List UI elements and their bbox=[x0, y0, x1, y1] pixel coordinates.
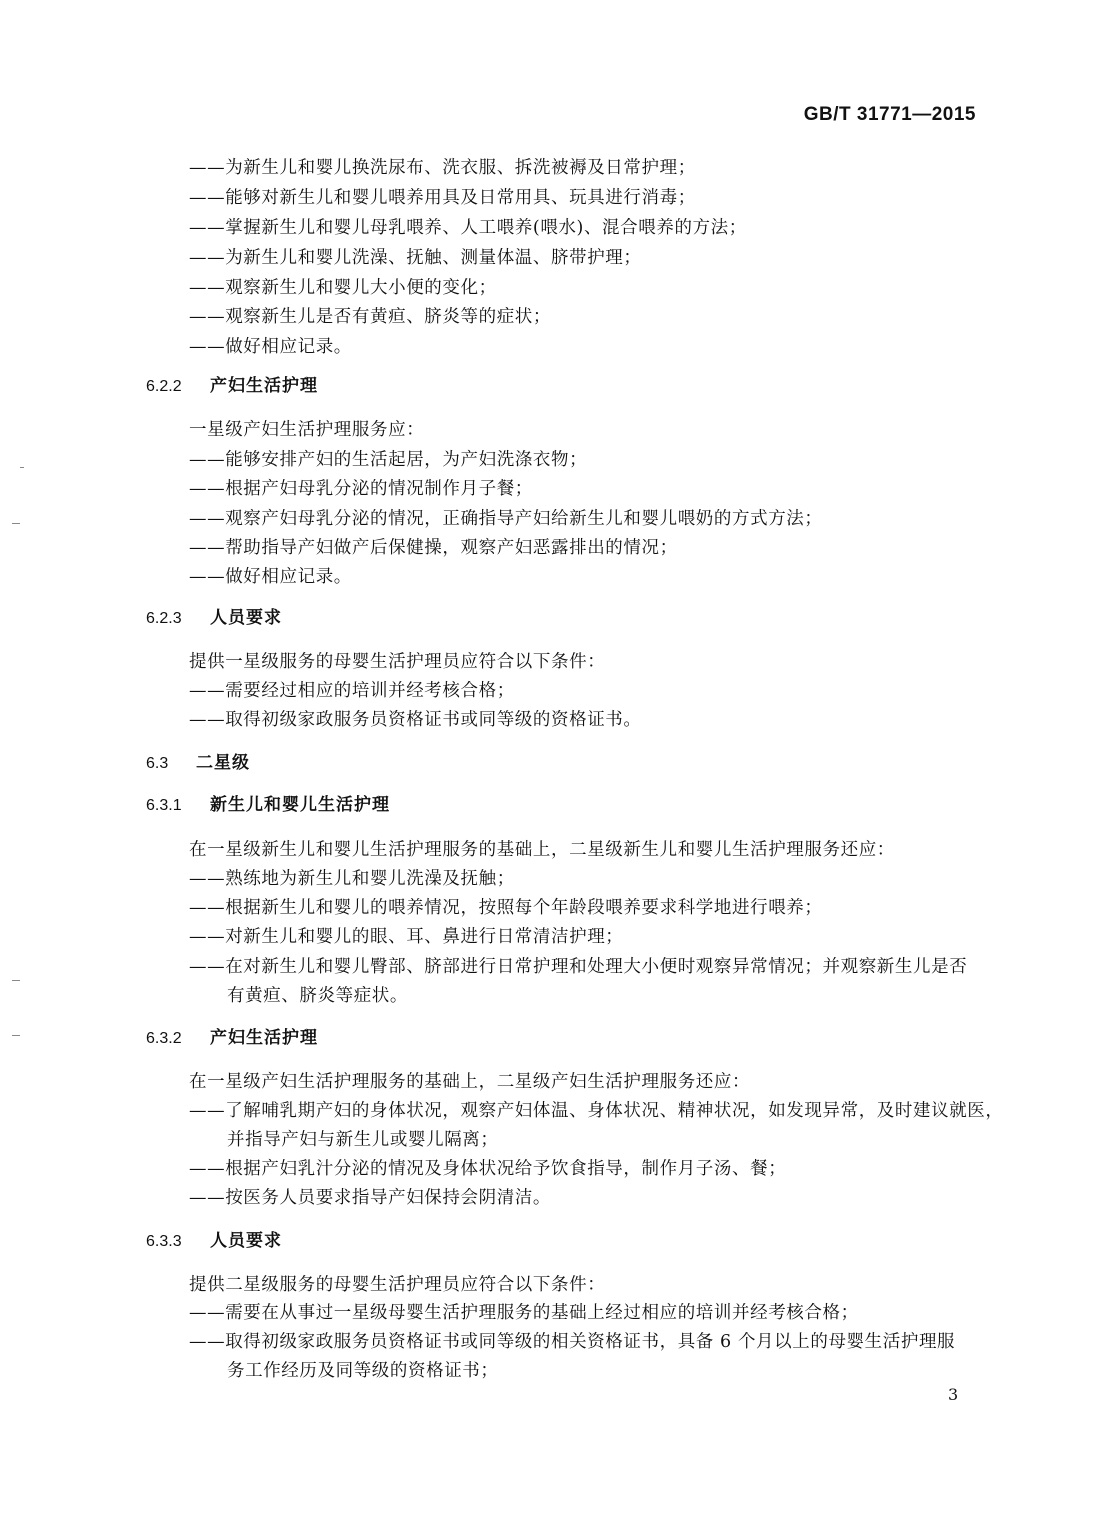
section-heading-6-2-2 bbox=[146, 374, 318, 399]
list-item: ——能够对新生儿和婴儿喂养用具及日常用具、玩具进行消毒； bbox=[189, 188, 696, 208]
section-heading-6-3-3 bbox=[146, 1229, 282, 1254]
list-item-continuation: 并指导产妇与新生儿或婴儿隔离； bbox=[227, 1130, 499, 1150]
list-item: ——熟练地为新生儿和婴儿洗澡及抚触； bbox=[189, 869, 515, 889]
section-number: 6.3 bbox=[146, 755, 169, 772]
list-item: ——需要经过相应的培训并经考核合格； bbox=[189, 681, 515, 701]
list-item: ——观察新生儿和婴儿大小便的变化； bbox=[189, 278, 497, 298]
scan-mark bbox=[12, 523, 20, 524]
scan-mark bbox=[20, 467, 24, 468]
section-title: 产妇生活护理 bbox=[210, 376, 318, 396]
list-item: ——按医务人员要求指导产妇保持会阴清洁。 bbox=[189, 1188, 551, 1208]
list-item: ——为新生儿和婴儿洗澡、抚触、测量体温、脐带护理； bbox=[189, 248, 642, 268]
list-item: ——帮助指导产妇做产后保健操，观察产妇恶露排出的情况； bbox=[189, 538, 678, 558]
section-intro: 提供一星级服务的母婴生活护理员应符合以下条件： bbox=[189, 652, 606, 672]
section-heading-6-3-2 bbox=[146, 1026, 318, 1051]
list-item: ——掌握新生儿和婴儿母乳喂养、人工喂养(喂水)、混合喂养的方法； bbox=[189, 218, 747, 238]
section-title: 人员要求 bbox=[210, 1231, 282, 1251]
section-number: 6.3.1 bbox=[146, 797, 182, 814]
section-heading-6-2-3 bbox=[146, 606, 282, 631]
list-item-continuation: 有黄疸、脐炎等症状。 bbox=[227, 986, 408, 1006]
section-title: 新生儿和婴儿生活护理 bbox=[210, 795, 390, 815]
list-item: ——需要在从事过一星级母婴生活护理服务的基础上经过相应的培训并经考核合格； bbox=[189, 1303, 859, 1323]
list-item: ——做好相应记录。 bbox=[189, 567, 352, 587]
section-number: 6.3.2 bbox=[146, 1030, 182, 1047]
list-item: ——取得初级家政服务员资格证书或同等级的资格证书。 bbox=[189, 710, 642, 730]
scan-mark bbox=[12, 980, 20, 981]
list-item: ——在对新生儿和婴儿臀部、脐部进行日常护理和处理大小便时观察异常情况；并观察新生儿是否 bbox=[189, 957, 968, 977]
section-heading-6-3 bbox=[146, 751, 250, 776]
section-intro: 一星级产妇生活护理服务应： bbox=[189, 420, 425, 440]
list-item: ——了解哺乳期产妇的身体状况，观察产妇体温、身体状况、精神状况，如发现异常，及时建议就医， bbox=[189, 1101, 1004, 1121]
section-title: 人员要求 bbox=[210, 608, 282, 628]
list-item: ——为新生儿和婴儿换洗尿布、洗衣服、拆洗被褥及日常护理； bbox=[189, 158, 696, 178]
section-intro: 在一星级新生儿和婴儿生活护理服务的基础上，二星级新生儿和婴儿生活护理服务还应： bbox=[189, 840, 895, 860]
section-title: 产妇生活护理 bbox=[210, 1028, 318, 1048]
scan-mark bbox=[12, 1035, 20, 1036]
page-number: 3 bbox=[948, 1385, 959, 1404]
section-heading-6-3-1 bbox=[146, 793, 390, 818]
list-item: ——取得初级家政服务员资格证书或同等级的相关资格证书，具备 6 个月以上的母婴生活护理服 bbox=[189, 1332, 956, 1352]
list-item-continuation: 务工作经历及同等级的资格证书； bbox=[227, 1361, 499, 1381]
list-item: ——观察新生儿是否有黄疸、脐炎等的症状； bbox=[189, 307, 551, 327]
list-item: ——根据产妇乳汁分泌的情况及身体状况给予饮食指导，制作月子汤、餐； bbox=[189, 1159, 787, 1179]
section-number: 6.2.2 bbox=[146, 378, 182, 395]
section-intro: 在一星级产妇生活护理服务的基础上，二星级产妇生活护理服务还应： bbox=[189, 1072, 751, 1092]
list-item: ——做好相应记录。 bbox=[189, 337, 352, 357]
section-number: 6.3.3 bbox=[146, 1233, 182, 1250]
list-item: ——观察产妇母乳分泌的情况，正确指导产妇给新生儿和婴儿喂奶的方式方法； bbox=[189, 509, 823, 529]
list-item: ——根据产妇母乳分泌的情况制作月子餐； bbox=[189, 479, 533, 499]
standard-number: GB/T 31771—2015 bbox=[803, 104, 976, 125]
section-intro: 提供二星级服务的母婴生活护理员应符合以下条件： bbox=[189, 1275, 606, 1295]
section-number: 6.2.3 bbox=[146, 610, 182, 627]
section-title: 二星级 bbox=[196, 753, 250, 773]
list-item: ——对新生儿和婴儿的眼、耳、鼻进行日常清洁护理； bbox=[189, 927, 624, 947]
list-item: ——能够安排产妇的生活起居，为产妇洗涤衣物； bbox=[189, 450, 588, 470]
list-item: ——根据新生儿和婴儿的喂养情况，按照每个年龄段喂养要求科学地进行喂养； bbox=[189, 898, 823, 918]
